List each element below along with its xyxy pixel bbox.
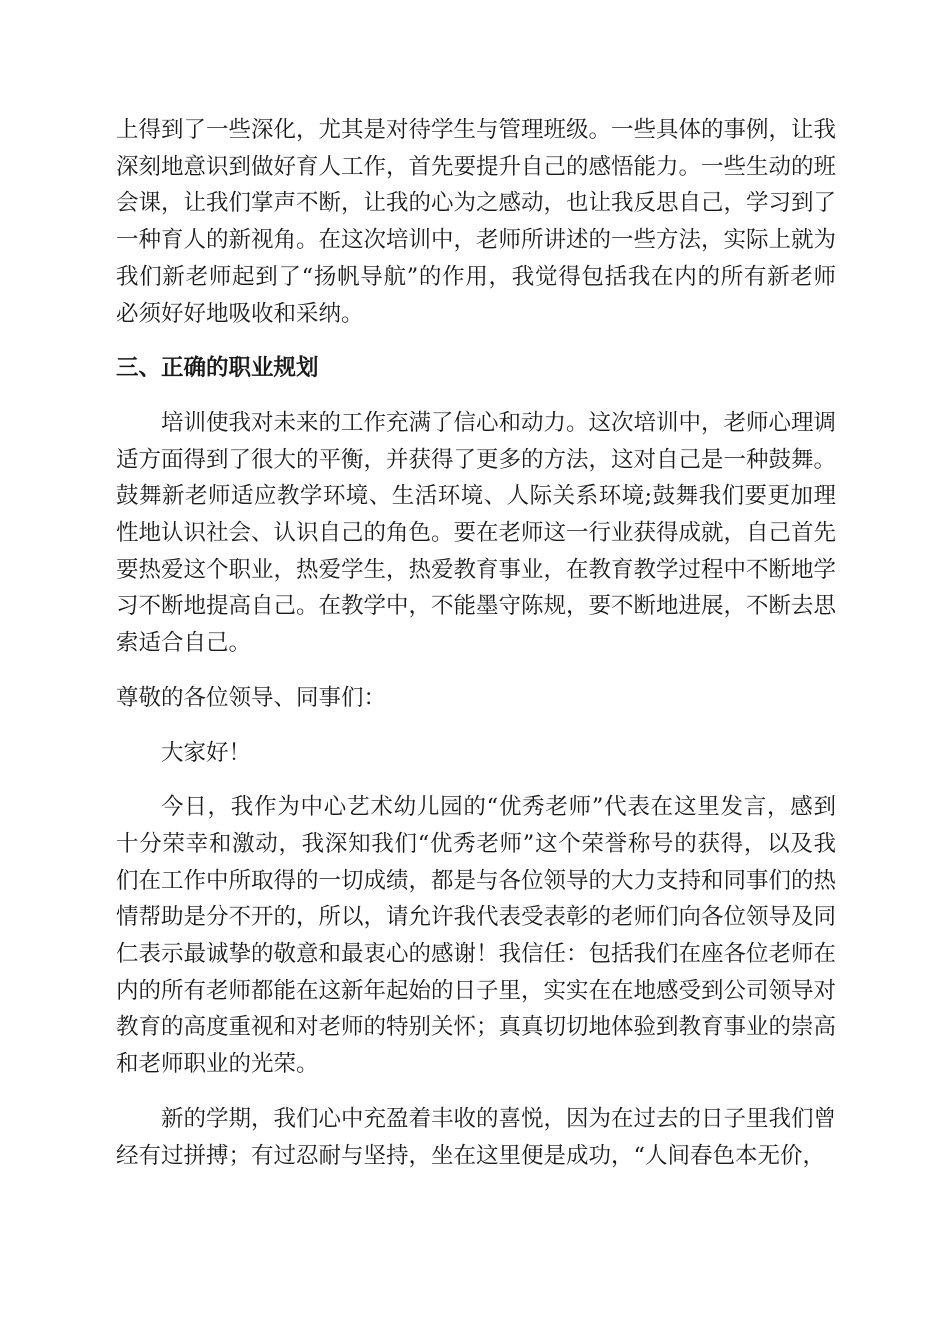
paragraph-speech-thanks: 今日，我作为中心艺术幼儿园的“优秀老师”代表在这里发言，感到十分荣幸和激动，我深知我们“优秀老师”这个荣誉称号的获得，以及我们在工作中所取得的一切成绩，都是与各位领导的大力支持和同事们的热情帮助是分不开的，所以，请允许我代表受表彰的老师们向各位领导及同仁表示最诚挚的敬意和最衷心的感谢！我信任：包括我们在座各位老师在内的所有老师都能在这新年起始的日子里，实实在在地感受到公司领导对教育的高度重视和对老师的特别关怀；真真切切地体验到教育事业的崇高和老师职业的光荣。 (116, 794, 837, 1078)
document-page (116, 112, 836, 1192)
speech-salutation: 尊敬的各位领导、同事们： (116, 684, 387, 711)
section-heading-career-planning: 三、正确的职业规划 (116, 355, 319, 382)
paragraph-career-planning: 培训使我对未来的工作充满了信心和动力。这次培训中，老师心理调适方面得到了很大的平衡，并获得了更多的方法，这对自己是一种鼓舞。鼓舞新老师适应教学环境、生活环境、人际关系环境;鼓舞我们要更加理性地认识社会、认识自己的角色。要在老师这一行业获得成就，自己首先要热爱这个职业，热爱学生，热爱教育事业，在教育教学过程中不断地学习不断地提高自己。在教学中，不能墨守陈规，要不断地进展，不断去思索适合自己。 (116, 409, 837, 657)
paragraph-training-reflection-continued: 上得到了一些深化，尤其是对待学生与管理班级。一些具体的事例，让我深刻地意识到做好育人工作，首先要提升自己的感悟能力。一些生动的班会课，让我们掌声不断，让我的心为之感动，也让我反思自己，学习到了一种育人的新视角。在这次培训中，老师所讲述的一些方法，实际上就为我们新老师起到了“扬帆导航”的作用，我觉得包括我在内的所有新老师必须好好地吸收和采纳。 (116, 117, 837, 327)
paragraph-new-semester: 新的学期，我们心中充盈着丰收的喜悦，因为在过去的日子里我们曾经有过拼搏；有过忍耐与坚持，坐在这里便是成功，“人间春色本无价， (116, 1105, 837, 1169)
speech-greeting: 大家好！ (161, 739, 252, 766)
